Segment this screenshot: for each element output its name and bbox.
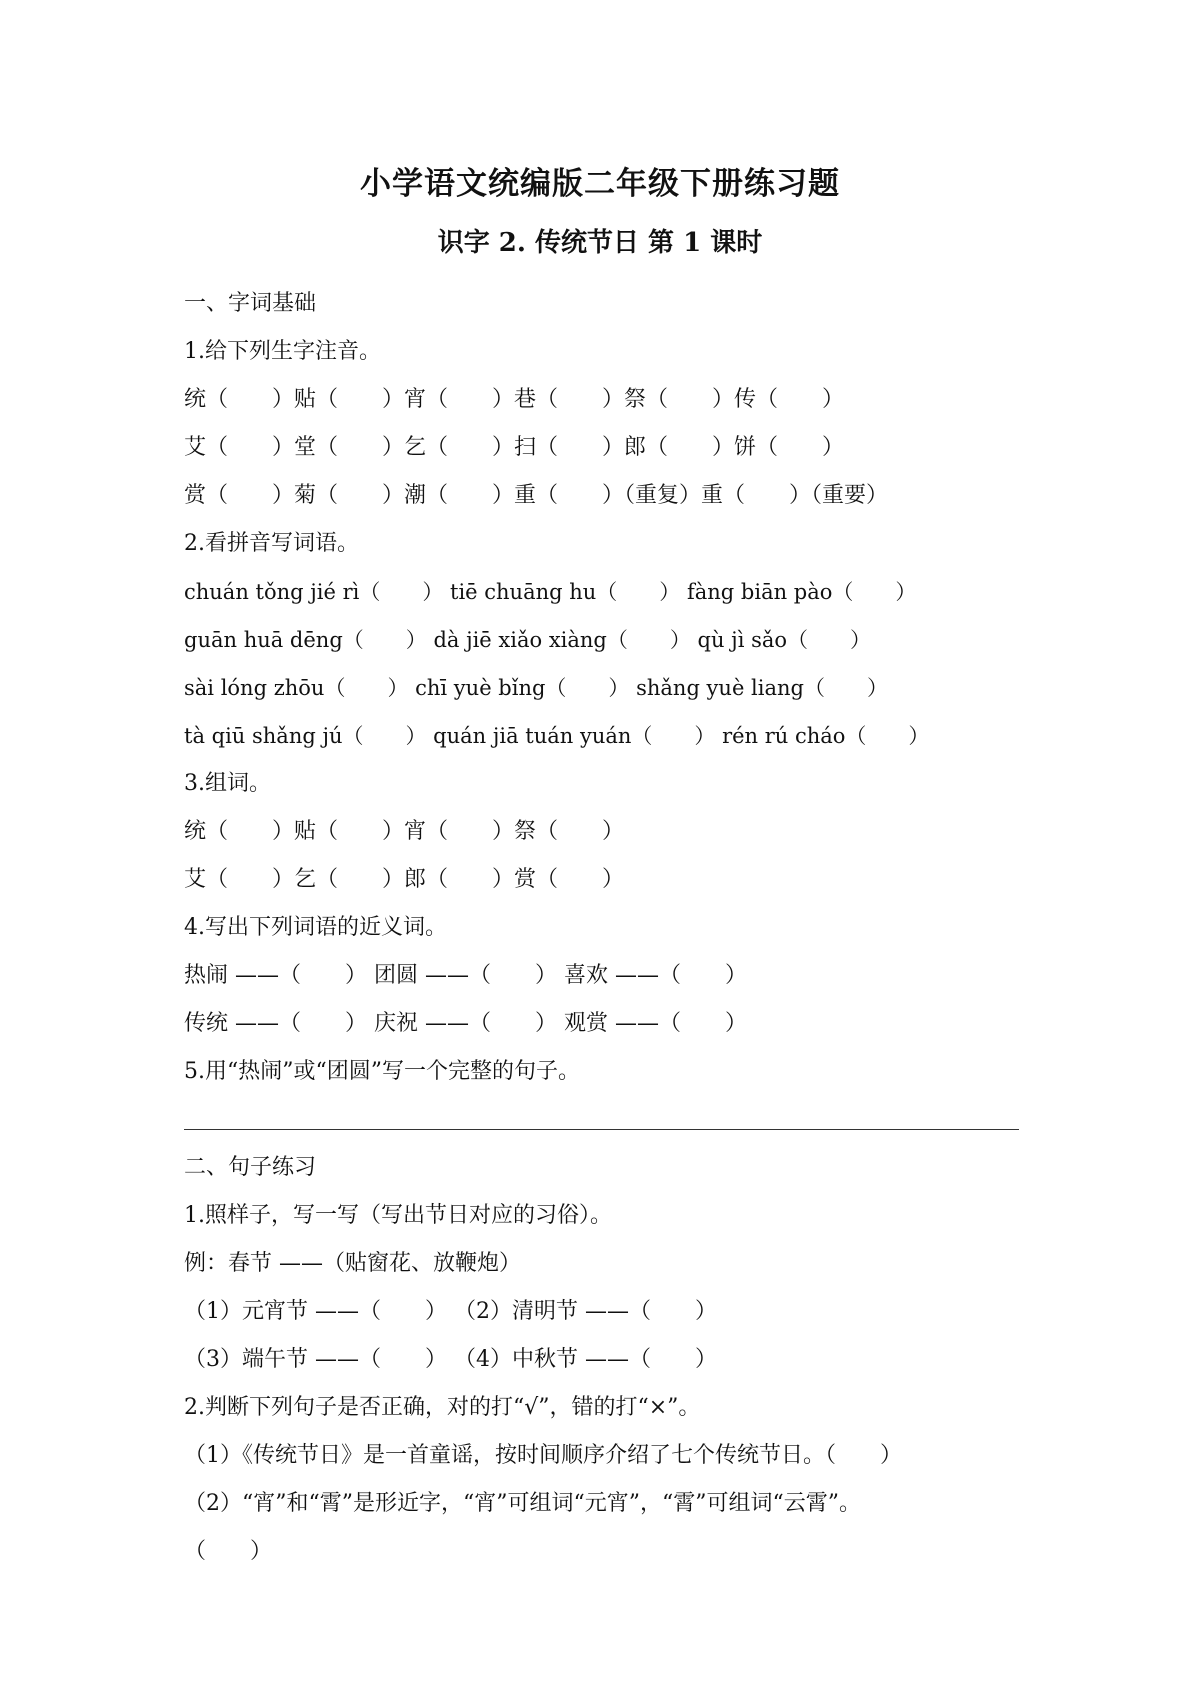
- question-prompt: 2.看拼音写词语。: [184, 531, 359, 556]
- pinyin-row[interactable]: chuán tǒng jié rì（ ） tiē chuāng hu（ ） fàng biān pào（ ）: [184, 580, 917, 604]
- exercise-row[interactable]: 艾（ ）堂（ ）乞（ ）扫（ ）郎（ ）饼（ ）: [184, 435, 845, 460]
- exercise-row[interactable]: （3）端午节 ——（ ） （4）中秋节 ——（ ）: [184, 1347, 717, 1372]
- exercise-row[interactable]: 统（ ）贴（ ）宵（ ）祭（ ）: [184, 819, 625, 844]
- question-prompt: 2.判断下列句子是否正确，对的打“√”，错的打“×”。: [184, 1395, 701, 1420]
- pinyin-row[interactable]: sài lóng zhōu（ ） chī yuè bǐng（ ） shǎng yuè liang（ ）: [184, 676, 888, 700]
- question-prompt: 1.照样子，写一写（写出节日对应的习俗）。: [184, 1203, 612, 1228]
- judgement-row[interactable]: （1）《传统节日》是一首童谣，按时间顺序介绍了七个传统节日。（ ）: [184, 1443, 902, 1468]
- answer-line[interactable]: [184, 1096, 1064, 1144]
- exercise-row[interactable]: 赏（ ）菊（ ）潮（ ）重（ ）（重复）重（ ）（重要）: [184, 483, 889, 508]
- pinyin-row[interactable]: guān huā dēng（ ） dà jiē xiǎo xiàng（ ） qù jì sǎo（ ）: [184, 628, 872, 652]
- question-prompt: 1.给下列生字注音。: [184, 339, 381, 364]
- example-line: 例：春节 ——（贴窗花、放鞭炮）: [184, 1251, 521, 1276]
- judgement-row[interactable]: （2）“宵”和“霄”是形近字，“宵”可组词“元宵”，“霄”可组词“云霄”。: [184, 1491, 861, 1516]
- section-heading: 一、字词基础: [184, 291, 317, 316]
- question-prompt: 5.用“热闹”或“团圆”写一个完整的句子。: [184, 1059, 580, 1084]
- page-subtitle: 识字 2. 传统节日 第 1 课时: [437, 228, 763, 258]
- question-prompt: 4.写出下列词语的近义词。: [184, 915, 447, 940]
- judgement-answer-box[interactable]: （ ）: [184, 1539, 273, 1564]
- exercise-row[interactable]: 传统 ——（ ） 庆祝 ——（ ） 观赏 ——（ ）: [184, 1011, 747, 1036]
- worksheet-body: [184, 280, 1064, 1576]
- exercise-row[interactable]: （1）元宵节 ——（ ） （2）清明节 ——（ ）: [184, 1299, 717, 1324]
- exercise-row[interactable]: 热闹 ——（ ） 团圆 ——（ ） 喜欢 ——（ ）: [184, 963, 747, 988]
- exercise-row[interactable]: 统（ ）贴（ ）宵（ ）巷（ ）祭（ ）传（ ）: [184, 387, 845, 412]
- page-title: 小学语文统编版二年级下册练习题: [360, 166, 840, 202]
- question-prompt: 3.组词。: [184, 771, 271, 796]
- exercise-row[interactable]: 艾（ ）乞（ ）郎（ ）赏（ ）: [184, 867, 625, 892]
- pinyin-row[interactable]: tà qiū shǎng jú（ ） quán jiā tuán yuán（ ） rén rú cháo（ ）: [184, 724, 930, 748]
- section-heading: 二、句子练习: [184, 1155, 317, 1180]
